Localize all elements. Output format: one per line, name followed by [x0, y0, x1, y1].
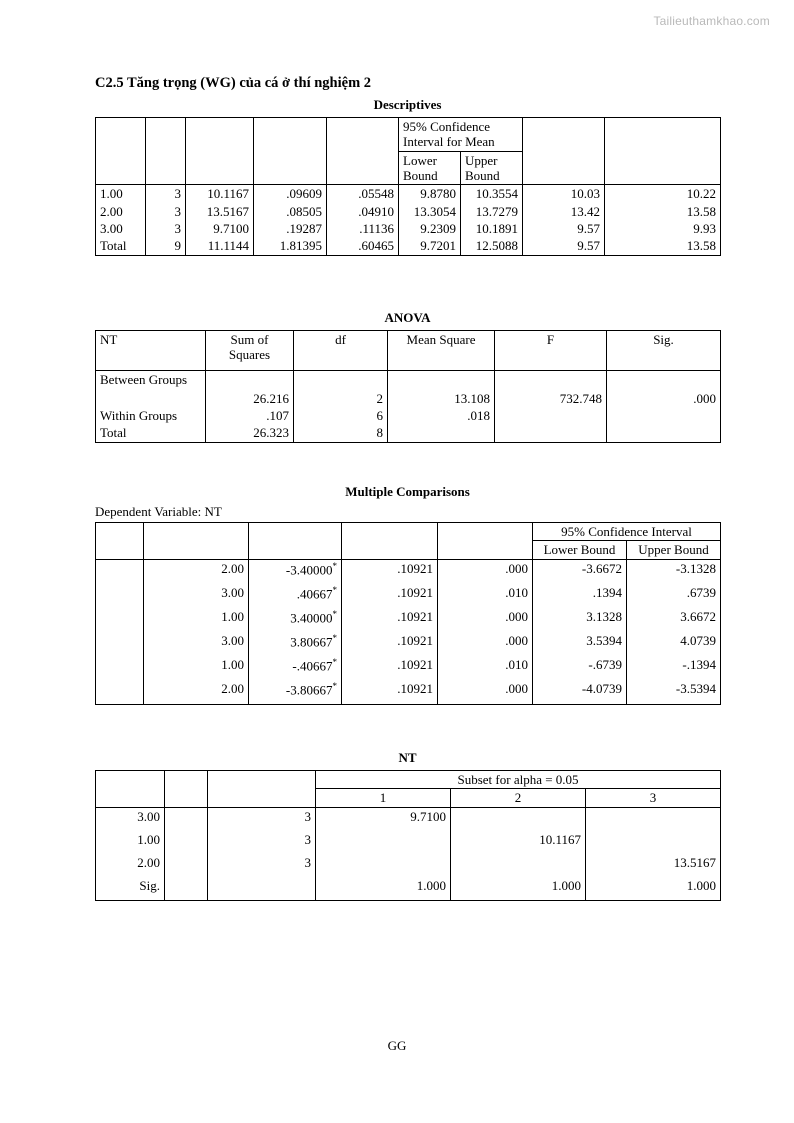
header-subset-3: 3 — [586, 789, 721, 807]
table-row — [96, 807, 721, 831]
table-row — [96, 584, 721, 608]
header-subset-2: 2 — [451, 789, 586, 807]
cell-mean-difference: .40667* — [249, 584, 342, 608]
cell-upper: 13.7279 — [461, 203, 523, 220]
anova-table — [95, 330, 721, 443]
cell-upper: 12.5088 — [461, 237, 523, 255]
cell-mean: 11.1144 — [186, 237, 254, 255]
cell-std-error: .10921 — [342, 680, 438, 705]
table-row — [96, 220, 721, 237]
cell-lower: .1394 — [533, 584, 627, 608]
cell-subset-1 — [316, 831, 451, 854]
table-header-row — [96, 523, 721, 541]
header-sig: Sig. — [607, 331, 721, 371]
table-row — [96, 185, 721, 203]
table-row — [96, 877, 721, 901]
cell-ms: .018 — [388, 407, 495, 424]
cell-i-group — [96, 680, 144, 705]
table-row — [96, 831, 721, 854]
homogeneous-subsets-caption: NT — [398, 750, 417, 765]
cell-n: 3 — [146, 203, 186, 220]
cell-j-group: 2.00 — [144, 680, 249, 705]
cell-subset-1 — [316, 854, 451, 877]
header-blank-group — [96, 118, 146, 185]
cell-spacer — [165, 831, 208, 854]
cell-ss: 26.323 — [206, 424, 294, 442]
table-header-row — [96, 331, 721, 371]
cell-subset-3 — [586, 831, 721, 854]
cell-lower: -3.6672 — [533, 559, 627, 584]
cell-subset-2 — [451, 854, 586, 877]
cell-std-error: .10921 — [342, 608, 438, 632]
header-blank-n — [146, 118, 186, 185]
cell-n: 3 — [208, 831, 316, 854]
cell-std-error: .10921 — [342, 559, 438, 584]
header-blank-j — [144, 523, 249, 560]
cell-max: 13.58 — [605, 203, 721, 220]
cell-upper: -3.5394 — [627, 680, 721, 705]
header-subset-alpha: Subset for alpha = 0.05 — [316, 771, 721, 789]
cell-lower: -4.0739 — [533, 680, 627, 705]
cell-df: 2 — [294, 371, 388, 408]
cell-max: 9.93 — [605, 220, 721, 237]
cell-sd: .09609 — [254, 185, 327, 203]
cell-mean-difference: -.40667* — [249, 656, 342, 680]
cell-upper: -3.1328 — [627, 559, 721, 584]
header-blank-meandiff — [249, 523, 342, 560]
cell-lower: 9.8780 — [399, 185, 461, 203]
watermark-text: Tailieuthamkhao.com — [653, 14, 770, 28]
cell-subset-3: 13.5167 — [586, 854, 721, 877]
cell-subset-1: 1.000 — [316, 877, 451, 901]
cell-upper: 10.1891 — [461, 220, 523, 237]
cell-group: Total — [96, 237, 146, 255]
cell-sig: .010 — [438, 656, 533, 680]
cell-lower: -.6739 — [533, 656, 627, 680]
cell-spacer — [165, 877, 208, 901]
cell-ms: 13.108 — [388, 371, 495, 408]
cell-sig: .000 — [438, 680, 533, 705]
cell-mean-difference: -3.80667* — [249, 680, 342, 705]
header-blank-min — [523, 118, 605, 185]
cell-n — [208, 877, 316, 901]
cell-std-error: .10921 — [342, 632, 438, 656]
cell-group: 3.00 — [96, 220, 146, 237]
cell-f — [495, 424, 607, 442]
cell-subset-2: 10.1167 — [451, 831, 586, 854]
cell-j-group: 2.00 — [144, 559, 249, 584]
header-mean-square: Mean Square — [388, 331, 495, 371]
cell-sig — [607, 407, 721, 424]
header-blank-group — [96, 771, 165, 808]
cell-se: .60465 — [327, 237, 399, 255]
header-upper-bound: Upper Bound — [627, 541, 721, 559]
page-title: C2.5 Tăng trọng (WG) của cá ở thí nghiệm 2 — [95, 75, 372, 91]
cell-sig: .000 — [438, 559, 533, 584]
table-row — [96, 632, 721, 656]
page-footer: GG — [387, 1038, 407, 1053]
header-nt: NT — [96, 331, 206, 371]
cell-source: Total — [96, 424, 206, 442]
cell-upper: -.1394 — [627, 656, 721, 680]
cell-std-error: .10921 — [342, 584, 438, 608]
cell-lower: 9.2309 — [399, 220, 461, 237]
cell-sig — [607, 424, 721, 442]
cell-se: .11136 — [327, 220, 399, 237]
cell-lower: 9.7201 — [399, 237, 461, 255]
cell-spacer — [165, 807, 208, 831]
cell-df: 6 — [294, 407, 388, 424]
table-row — [96, 407, 721, 424]
cell-min: 9.57 — [523, 220, 605, 237]
dependent-variable-label: Dependent Variable: NT — [95, 504, 222, 519]
cell-j-group: 3.00 — [144, 632, 249, 656]
cell-i-group — [96, 584, 144, 608]
cell-group: Sig. — [96, 877, 165, 901]
table-row — [96, 237, 721, 255]
cell-lower: 13.3054 — [399, 203, 461, 220]
cell-min: 9.57 — [523, 237, 605, 255]
multiple-comparisons-caption: Multiple Comparisons — [345, 484, 470, 499]
header-f: F — [495, 331, 607, 371]
cell-f: 732.748 — [495, 371, 607, 408]
cell-sd: .08505 — [254, 203, 327, 220]
cell-df: 8 — [294, 424, 388, 442]
cell-se: .04910 — [327, 203, 399, 220]
cell-group: 2.00 — [96, 854, 165, 877]
table-row — [96, 559, 721, 584]
cell-i-group — [96, 656, 144, 680]
cell-std-error: .10921 — [342, 656, 438, 680]
table-row — [96, 424, 721, 442]
cell-sig: .000 — [438, 632, 533, 656]
cell-j-group: 3.00 — [144, 584, 249, 608]
cell-subset-2 — [451, 807, 586, 831]
cell-sig: .000 — [438, 608, 533, 632]
cell-source: Within Groups — [96, 407, 206, 424]
cell-j-group: 1.00 — [144, 608, 249, 632]
cell-n: 3 — [208, 854, 316, 877]
header-lower-bound: Lower Bound — [399, 151, 461, 185]
cell-sig: .010 — [438, 584, 533, 608]
table-row — [96, 854, 721, 877]
cell-ms — [388, 424, 495, 442]
cell-mean-difference: 3.80667* — [249, 632, 342, 656]
cell-max: 13.58 — [605, 237, 721, 255]
cell-group: 2.00 — [96, 203, 146, 220]
cell-upper: 10.3554 — [461, 185, 523, 203]
header-blank-n — [165, 771, 208, 808]
header-subset-1: 1 — [316, 789, 451, 807]
header-blank-mean — [186, 118, 254, 185]
cell-i-group — [96, 608, 144, 632]
cell-group: 3.00 — [96, 807, 165, 831]
header-blank-sig — [438, 523, 533, 560]
cell-mean-difference: 3.40000* — [249, 608, 342, 632]
cell-sig: .000 — [607, 371, 721, 408]
cell-mean: 13.5167 — [186, 203, 254, 220]
cell-min: 13.42 — [523, 203, 605, 220]
table-row — [96, 656, 721, 680]
cell-j-group: 1.00 — [144, 656, 249, 680]
cell-i-group — [96, 559, 144, 584]
homogeneous-subsets-table — [95, 770, 721, 901]
cell-upper: .6739 — [627, 584, 721, 608]
cell-n: 3 — [146, 220, 186, 237]
cell-n: 3 — [146, 185, 186, 203]
multiple-comparisons-table — [95, 522, 721, 705]
table-row — [96, 608, 721, 632]
table-header-row — [96, 118, 721, 152]
header-blank-max — [605, 118, 721, 185]
cell-subset-3 — [586, 807, 721, 831]
cell-ss: 26.216 — [206, 371, 294, 408]
header-ci: 95% Confidence Interval — [533, 523, 721, 541]
cell-source: Between Groups — [96, 371, 206, 408]
cell-subset-1: 9.7100 — [316, 807, 451, 831]
cell-lower: 3.5394 — [533, 632, 627, 656]
cell-sd: 1.81395 — [254, 237, 327, 255]
table-row — [96, 680, 721, 705]
table-row — [96, 203, 721, 220]
cell-mean-difference: -3.40000* — [249, 559, 342, 584]
table-header-row — [96, 771, 721, 789]
cell-i-group — [96, 632, 144, 656]
header-ci-mean: 95% Confidence Interval for Mean — [399, 118, 523, 152]
cell-upper: 4.0739 — [627, 632, 721, 656]
table-row — [96, 371, 721, 408]
cell-n: 3 — [208, 807, 316, 831]
cell-f — [495, 407, 607, 424]
cell-subset-3: 1.000 — [586, 877, 721, 901]
header-blank-spacer — [208, 771, 316, 808]
cell-group: 1.00 — [96, 185, 146, 203]
cell-lower: 3.1328 — [533, 608, 627, 632]
cell-sd: .19287 — [254, 220, 327, 237]
descriptives-caption: Descriptives — [373, 97, 442, 112]
homogeneous-subsets-block — [95, 750, 720, 901]
cell-max: 10.22 — [605, 185, 721, 203]
descriptives-table — [95, 117, 721, 256]
anova-block — [95, 310, 720, 443]
header-blank-sd — [254, 118, 327, 185]
header-blank-se — [327, 118, 399, 185]
cell-spacer — [165, 854, 208, 877]
multiple-comparisons-block — [95, 484, 720, 705]
cell-se: .05548 — [327, 185, 399, 203]
cell-n: 9 — [146, 237, 186, 255]
cell-mean: 9.7100 — [186, 220, 254, 237]
cell-min: 10.03 — [523, 185, 605, 203]
cell-upper: 3.6672 — [627, 608, 721, 632]
anova-caption: ANOVA — [384, 310, 431, 325]
cell-mean: 10.1167 — [186, 185, 254, 203]
header-upper-bound: Upper Bound — [461, 151, 523, 185]
cell-ss: .107 — [206, 407, 294, 424]
header-df: df — [294, 331, 388, 371]
descriptives-block — [95, 97, 720, 256]
cell-subset-2: 1.000 — [451, 877, 586, 901]
header-blank-stderr — [342, 523, 438, 560]
header-lower-bound: Lower Bound — [533, 541, 627, 559]
header-sum-of-squares: Sum of Squares — [206, 331, 294, 371]
cell-group: 1.00 — [96, 831, 165, 854]
header-blank-i — [96, 523, 144, 560]
